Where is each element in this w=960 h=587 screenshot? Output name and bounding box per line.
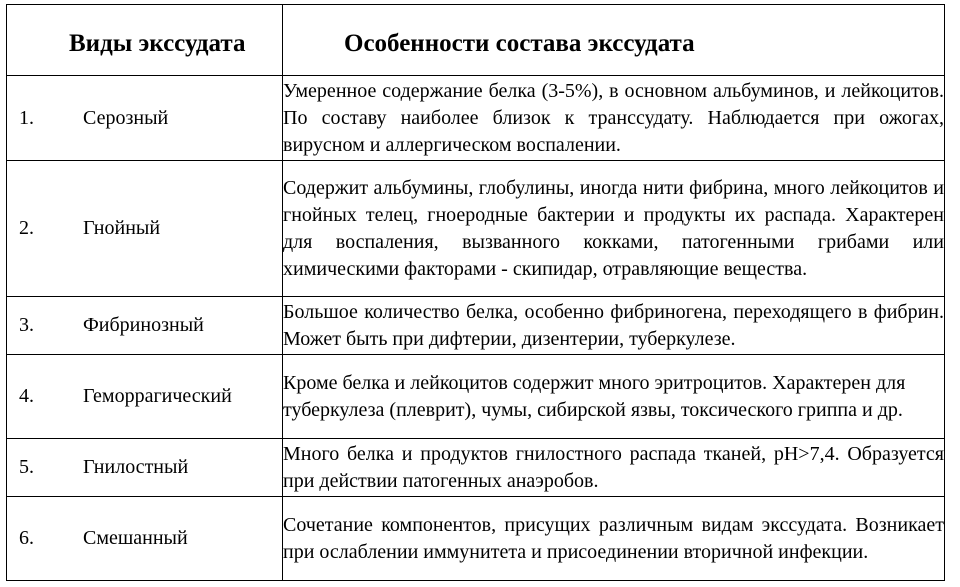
exudate-kind-name: Фибринозный — [83, 314, 204, 336]
row-number: 4. — [19, 385, 34, 407]
exudate-kind-name: Геморрагический — [83, 385, 232, 407]
header-kind-cell — [7, 5, 283, 76]
row-number: 3. — [19, 314, 34, 336]
exudate-kind-name: Гнойный — [83, 217, 161, 239]
exudate-description: Содержит альбумины, глобулины, иногда нити фибрина, много лейкоцитов и гнойных телец, гноеродные бактерии и продукты их распада. Характерен для воспаления, вызванного кокками, патогенными грибами или химическими факторами - скипидар, отравляющие вещества. — [283, 176, 944, 280]
table-row — [7, 76, 945, 161]
table-row — [7, 161, 945, 297]
exudate-description: Умеренное содержание белка (3-5%), в основном альбуминов, и лейкоцитов. По составу наиболее близок к транссудату. Наблюдается при ожогах, вирусном и аллергическом воспалении. — [283, 79, 944, 156]
kind-cell — [7, 497, 283, 581]
exudate-kind-name: Гнилостный — [83, 456, 189, 478]
kind-cell — [7, 297, 283, 355]
table-row — [7, 297, 945, 355]
table-row — [7, 497, 945, 581]
row-number: 6. — [19, 527, 34, 549]
exudate-kind-name: Серозный — [83, 106, 169, 129]
features-cell — [283, 355, 945, 439]
exudate-description: Много белка и продуктов гнилостного распада тканей, pH>7,4. Образуется при действии патогенных анаэробов. — [283, 442, 944, 492]
kind-cell — [7, 355, 283, 439]
row-number: 2. — [19, 217, 34, 239]
exudate-description: Кроме белка и лейкоцитов содержит много эритроцитов. Характерен для туберкулеза (плеврит), чумы, сибирской язвы, токсического гриппа и др. — [283, 371, 906, 421]
exudate-description: Сочетание компонентов, присущих различным видам экссудата. Возникает при ослаблении иммунитета и присоединении вторичной инфекции. — [283, 513, 944, 563]
features-cell — [283, 161, 945, 297]
exudate-description: Большое количество белка, особенно фибриногена, переходящего в фибрин. Может быть при дифтерии, дизентерии, туберкулезе. — [283, 300, 944, 350]
kind-cell — [7, 76, 283, 161]
features-cell — [283, 439, 945, 497]
exudate-table — [6, 4, 945, 581]
features-cell — [283, 76, 945, 161]
row-number: 5. — [19, 456, 34, 478]
header-kind-label: Виды экссудата — [69, 30, 246, 57]
features-cell — [283, 497, 945, 581]
exudate-kind-name: Смешанный — [83, 527, 188, 549]
row-number: 1. — [19, 106, 34, 129]
kind-cell — [7, 161, 283, 297]
table-row — [7, 439, 945, 497]
header-features-label: Особенности состава экссудата — [344, 30, 695, 57]
table-row — [7, 355, 945, 439]
header-features-cell — [283, 5, 945, 76]
features-cell — [283, 297, 945, 355]
kind-cell — [7, 439, 283, 497]
table-header-row — [7, 5, 945, 76]
